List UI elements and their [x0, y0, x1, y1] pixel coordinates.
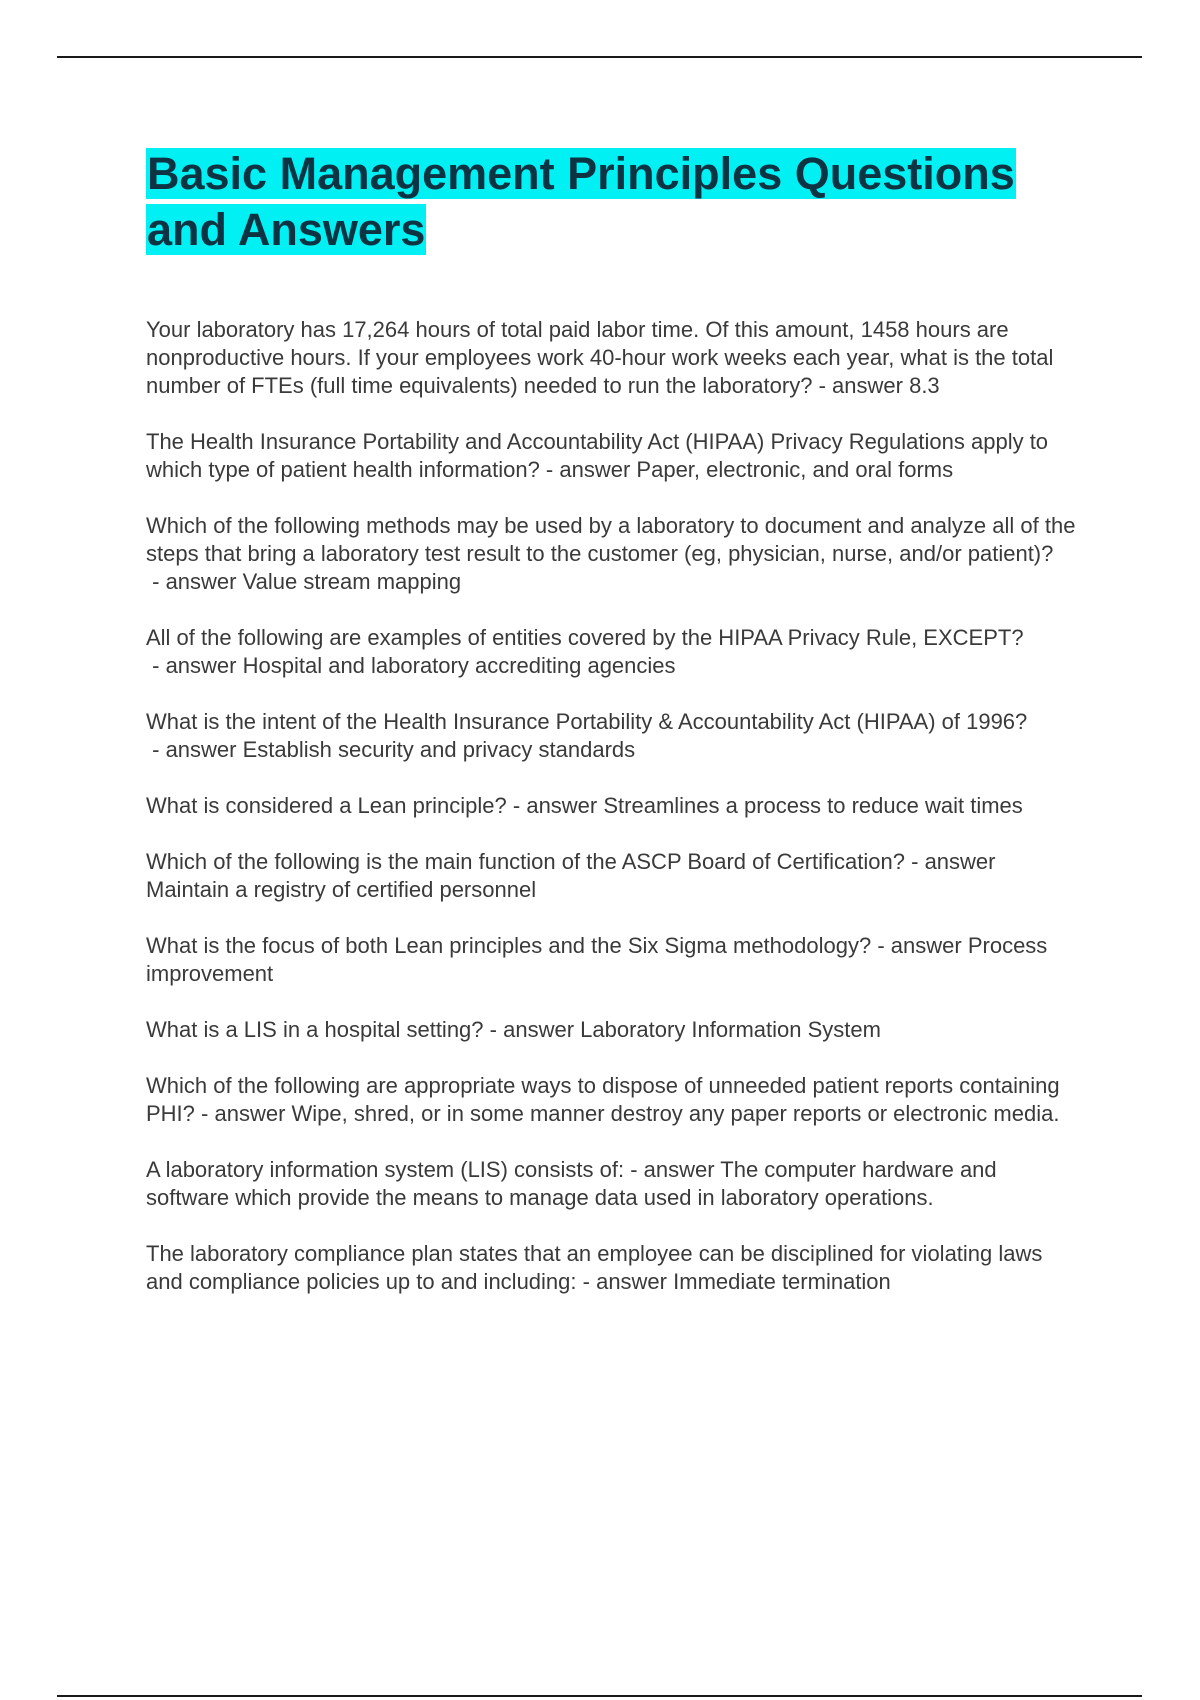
document-title-text: Basic Management Principles Questions and Answers	[147, 148, 1015, 255]
header-rule	[57, 56, 1142, 58]
answer-label: answer	[526, 793, 598, 818]
answer-label: answer	[643, 1157, 715, 1182]
question-text: What is the intent of the Health Insurance Portability & Accountability Act (HIPAA) of 1996?	[146, 709, 1028, 734]
separator: -	[146, 653, 166, 678]
answer-label: answer	[890, 933, 962, 958]
answer-text: Value stream mapping	[242, 569, 462, 594]
answer-label: answer	[214, 1101, 286, 1126]
qa-item	[146, 792, 1080, 820]
question-text: The Health Insurance Portability and Accountability Act (HIPAA) Privacy Regulations apply to which type of patient health information?	[146, 429, 1049, 482]
separator: -	[905, 849, 925, 874]
answer-text: Maintain a registry of certified personnel	[146, 877, 537, 902]
answer-label: answer	[924, 849, 996, 874]
qa-item	[146, 428, 1080, 484]
separator: -	[506, 793, 527, 818]
qa-item	[146, 1240, 1080, 1296]
answer-text: Immediate termination	[673, 1269, 891, 1294]
question-text: Which of the following methods may be used by a laboratory to document and analyze all of the steps that bring a laboratory test result to the customer (eg, physician, nurse, and/or patient)?	[146, 513, 1076, 566]
answer-label: answer	[559, 457, 631, 482]
answer-text: 8.3	[909, 373, 940, 398]
answer-text: Laboratory Information System	[580, 1017, 881, 1042]
question-text: Which of the following is the main function of the ASCP Board of Certification?	[146, 849, 905, 874]
qa-item	[146, 316, 1080, 400]
separator: -	[483, 1017, 504, 1042]
separator: -	[146, 569, 166, 594]
separator: -	[194, 1101, 215, 1126]
answer-label: answer	[503, 1017, 575, 1042]
qa-item	[146, 848, 1080, 904]
answer-label: answer	[165, 569, 237, 594]
answer-text: Streamlines a process to reduce wait times	[603, 793, 1023, 818]
qa-list	[146, 316, 1080, 1296]
answer-text: Establish security and privacy standards	[242, 737, 636, 762]
qa-item	[146, 512, 1080, 596]
separator: -	[146, 737, 166, 762]
question-text: Your laboratory has 17,264 hours of total paid labor time. Of this amount, 1458 hours are nonproductive hours. If your employees work 40-hour work weeks each year, what is the total number of FTEs (full time equivalents) needed to run the laboratory?	[146, 317, 1054, 398]
separator: -	[576, 1269, 597, 1294]
answer-label: answer	[165, 653, 237, 678]
separator: -	[539, 457, 560, 482]
answer-text: Process improvement	[146, 933, 1048, 986]
separator: -	[624, 1157, 644, 1182]
question-text: What is considered a Lean principle?	[146, 793, 507, 818]
answer-text: The computer hardware and software which provide the means to manage data used in laboratory operations.	[146, 1157, 997, 1210]
qa-item	[146, 1156, 1080, 1212]
question-text: Which of the following are appropriate ways to dispose of unneeded patient reports containing PHI?	[146, 1073, 1060, 1126]
answer-label: answer	[165, 737, 237, 762]
footer-rule	[57, 1695, 1142, 1697]
question-text: The laboratory compliance plan states that an employee can be disciplined for violating laws and compliance policies up to and including:	[146, 1241, 1043, 1294]
qa-item	[146, 1072, 1080, 1128]
question-text: What is the focus of both Lean principles and the Six Sigma methodology?	[146, 933, 872, 958]
qa-item	[146, 1016, 1080, 1044]
question-text: A laboratory information system (LIS) consists of:	[146, 1157, 625, 1182]
answer-label: answer	[832, 373, 903, 398]
qa-item	[146, 708, 1080, 764]
answer-text: Hospital and laboratory accrediting agencies	[242, 653, 676, 678]
question-text: What is a LIS in a hospital setting?	[146, 1017, 484, 1042]
document-body	[146, 146, 1080, 1324]
qa-item	[146, 624, 1080, 680]
answer-text: Wipe, shred, or in some manner destroy any paper reports or electronic media.	[291, 1101, 1060, 1126]
question-text: All of the following are examples of entities covered by the HIPAA Privacy Rule, EXCEPT?	[146, 625, 1024, 650]
qa-item	[146, 932, 1080, 988]
answer-text: Paper, electronic, and oral forms	[636, 457, 954, 482]
separator: -	[812, 373, 833, 398]
answer-label: answer	[596, 1269, 667, 1294]
separator: -	[871, 933, 891, 958]
document-title	[146, 146, 1080, 258]
